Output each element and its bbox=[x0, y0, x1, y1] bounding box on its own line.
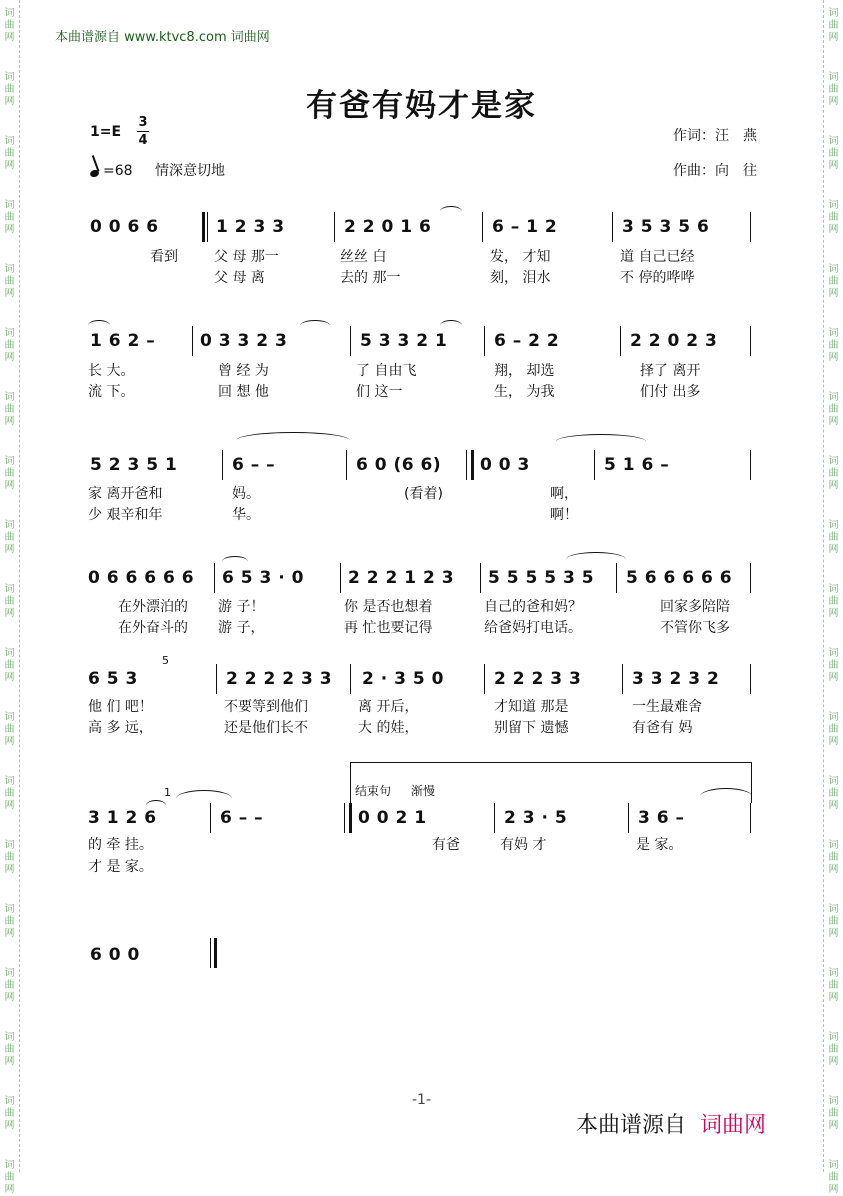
measure-notes: 2 2 2 2 3 3 bbox=[226, 669, 333, 689]
lyric: 还是他们长不 bbox=[224, 720, 308, 736]
margin-watermark-text: 词曲网 bbox=[4, 136, 15, 171]
measure-notes: 5 5 5 5 3 5 bbox=[488, 568, 595, 588]
lyric: (看着) bbox=[404, 486, 443, 502]
lyric: 是 家。 bbox=[636, 837, 683, 853]
margin-watermark-text: 词曲网 bbox=[4, 392, 15, 427]
lyric: 再 忙也要记得 bbox=[344, 620, 433, 636]
margin-watermark-text: 词曲网 bbox=[828, 968, 839, 1003]
lyric: 不要等到他们 bbox=[224, 699, 308, 715]
lyric: 离 开后， bbox=[358, 699, 419, 715]
margin-watermark-text: 词曲网 bbox=[4, 520, 15, 555]
lyric: 的 牵 挂。 bbox=[88, 837, 153, 853]
lyric: 生， 为我 bbox=[494, 384, 555, 400]
measure-notes: 3 5 3 5 6 bbox=[622, 217, 710, 237]
margin-watermark-text: 词曲网 bbox=[4, 328, 15, 363]
right-margin-watermark bbox=[823, 0, 843, 1195]
lyric: 大 的娃， bbox=[358, 720, 419, 736]
measure-notes: 2 2 0 2 3 bbox=[630, 331, 718, 351]
time-signature: 3 4 bbox=[138, 115, 148, 148]
lyric: 刻， 泪水 bbox=[490, 270, 551, 286]
measure-notes: 0 0 3 bbox=[480, 455, 530, 475]
measure-notes: 6 5 3 · 0 bbox=[222, 568, 304, 588]
lyric: 才 是 家。 bbox=[88, 859, 153, 875]
margin-watermark-text: 词曲网 bbox=[4, 1096, 15, 1131]
measure-notes: 2 2 2 3 3 bbox=[494, 669, 582, 689]
margin-watermark-text: 词曲网 bbox=[4, 904, 15, 939]
measure-notes: 6 0 (6 6) bbox=[356, 455, 442, 475]
lyric: 游 子！ bbox=[218, 599, 265, 615]
lyric: 了 自由飞 bbox=[356, 363, 417, 379]
lyric: 游 子， bbox=[218, 620, 265, 636]
quarter-note-icon bbox=[89, 169, 100, 179]
measure-notes: 3 6 – bbox=[638, 808, 685, 828]
measure-notes: 5 2 3 5 1 bbox=[90, 455, 178, 475]
margin-watermark-text: 词曲网 bbox=[4, 648, 15, 683]
lyric: 丝丝 白 bbox=[340, 249, 387, 265]
lyric: 曾 经 为 bbox=[218, 363, 269, 379]
margin-watermark-text: 词曲网 bbox=[4, 1032, 15, 1067]
margin-watermark-text: 词曲网 bbox=[4, 1160, 15, 1195]
key-signature: 1=E bbox=[90, 124, 122, 140]
margin-watermark-text: 词曲网 bbox=[4, 584, 15, 619]
page-number: -1- bbox=[411, 1092, 431, 1108]
lyric: 道 自己已经 bbox=[620, 249, 695, 265]
margin-watermark-text: 词曲网 bbox=[828, 584, 839, 619]
measure-notes: 5 3 3 2 1 bbox=[360, 331, 448, 351]
lyric: 翔， 却选 bbox=[494, 363, 555, 379]
margin-watermark-text: 词曲网 bbox=[828, 264, 839, 299]
measure-notes: 5 6 6 6 6 6 bbox=[626, 568, 733, 588]
measure-notes: 6 5 3 bbox=[88, 669, 138, 689]
left-margin-watermark bbox=[0, 0, 20, 1195]
lyric: 去的 那一 bbox=[340, 270, 401, 286]
margin-watermark-text: 词曲网 bbox=[828, 776, 839, 811]
lyric: 高 多 远， bbox=[88, 720, 153, 736]
lyric: 择了 离开 bbox=[640, 363, 701, 379]
lyric: 回家多陪陪 bbox=[660, 599, 730, 615]
measure-notes: 6 – 1 2 bbox=[492, 217, 558, 237]
margin-watermark-text: 词曲网 bbox=[828, 712, 839, 747]
measure-notes: 6 – 2 2 bbox=[494, 331, 560, 351]
ending-label: 结束句 渐慢 bbox=[355, 784, 436, 798]
source-link[interactable]: 本曲谱源自 www.ktvc8.com 词曲网 bbox=[55, 30, 270, 45]
composer-credit: 作曲：向 往 bbox=[673, 163, 757, 179]
margin-watermark-text: 词曲网 bbox=[828, 72, 839, 107]
lyric: 才知道 那是 bbox=[494, 699, 569, 715]
lyric: 有爸 bbox=[432, 837, 460, 853]
lyric: 自己的爸和妈？ bbox=[484, 599, 582, 615]
measure-notes: 0 0 2 1 bbox=[358, 808, 427, 828]
measure-notes: 2 2 2 1 2 3 bbox=[348, 568, 455, 588]
lyricist-credit: 作词：汪 燕 bbox=[673, 128, 757, 144]
margin-watermark-text: 词曲网 bbox=[828, 136, 839, 171]
measure-notes: 2 2 0 1 6 bbox=[344, 217, 432, 237]
lyric: 给爸妈打电话。 bbox=[484, 620, 582, 636]
lyric: 不 停的哗哗 bbox=[620, 270, 695, 286]
lyric: 父 母 离 bbox=[214, 270, 265, 286]
lyric: 看到 bbox=[150, 249, 178, 265]
margin-watermark-text: 词曲网 bbox=[828, 1032, 839, 1067]
measure-notes: 0 6 6 6 6 6 bbox=[88, 568, 195, 588]
measure-notes: 1 2 3 3 bbox=[216, 217, 285, 237]
measure-notes: 3 3 2 3 2 bbox=[632, 669, 720, 689]
margin-watermark-text: 词曲网 bbox=[4, 72, 15, 107]
lyric: 有爸有 妈 bbox=[632, 720, 693, 736]
measure-notes: 0 0 6 6 bbox=[90, 217, 159, 237]
margin-watermark-text: 词曲网 bbox=[828, 520, 839, 555]
lyric: 长 大。 bbox=[88, 363, 135, 379]
margin-watermark-text: 词曲网 bbox=[828, 1160, 839, 1195]
measure-notes: 2 · 3 5 0 bbox=[362, 669, 444, 689]
lyric: 妈。 bbox=[232, 486, 260, 502]
lyric: 别留下 遗憾 bbox=[494, 720, 569, 736]
footer-source-link[interactable]: 词曲网 bbox=[700, 1113, 767, 1138]
margin-watermark-text: 词曲网 bbox=[4, 8, 15, 43]
expression-text: 情深意切地 bbox=[155, 163, 225, 179]
margin-watermark-text: 词曲网 bbox=[828, 904, 839, 939]
measure-notes: 6 – – bbox=[220, 808, 264, 828]
margin-watermark-text: 词曲网 bbox=[4, 712, 15, 747]
lyric: 回 想 他 bbox=[218, 384, 269, 400]
lyric: 们 这一 bbox=[356, 384, 403, 400]
margin-watermark-text: 词曲网 bbox=[828, 8, 839, 43]
lyric: 你 是否也想着 bbox=[344, 599, 433, 615]
margin-watermark-text: 词曲网 bbox=[828, 456, 839, 491]
lyric: 家 离开爸和 bbox=[88, 486, 163, 502]
grace-note: 5 bbox=[162, 654, 169, 667]
margin-watermark-text: 词曲网 bbox=[4, 200, 15, 235]
margin-watermark-text: 词曲网 bbox=[828, 200, 839, 235]
measure-notes: 1 6 2 – bbox=[90, 331, 156, 351]
lyric: 少 艰辛和年 bbox=[88, 507, 163, 523]
tempo-marking: =68 情深意切地 bbox=[90, 160, 225, 180]
lyric: 他 们 吧！ bbox=[88, 699, 153, 715]
lyric: 父 母 那一 bbox=[214, 249, 279, 265]
grace-note: 1 bbox=[164, 786, 171, 799]
measure-notes: 6 0 0 bbox=[90, 945, 140, 965]
song-title: 有爸有妈才是家 bbox=[306, 88, 537, 124]
measure-notes: 3 1 2 6 bbox=[88, 808, 157, 828]
lyric: 发， 才知 bbox=[490, 249, 551, 265]
measure-notes: 0 3 3 2 3 bbox=[200, 331, 288, 351]
measure-notes: 5 1 6 – bbox=[604, 455, 670, 475]
lyric: 华。 bbox=[232, 507, 260, 523]
margin-watermark-text: 词曲网 bbox=[4, 776, 15, 811]
margin-watermark-text: 词曲网 bbox=[4, 968, 15, 1003]
lyric: 在外漂泊的 bbox=[118, 599, 188, 615]
lyric: 啊， bbox=[550, 486, 578, 502]
margin-watermark-text: 词曲网 bbox=[828, 1096, 839, 1131]
margin-watermark-text: 词曲网 bbox=[828, 648, 839, 683]
lyric: 流 下。 bbox=[88, 384, 135, 400]
footer-source: 本曲谱源自 词曲网 bbox=[576, 1113, 767, 1138]
lyric: 在外奋斗的 bbox=[118, 620, 188, 636]
lyric: 一生最难舍 bbox=[632, 699, 702, 715]
margin-watermark-text: 词曲网 bbox=[828, 392, 839, 427]
measure-notes: 6 – – bbox=[232, 455, 276, 475]
lyric: 啊！ bbox=[550, 507, 578, 523]
margin-watermark-text: 词曲网 bbox=[828, 840, 839, 875]
margin-watermark-text: 词曲网 bbox=[4, 840, 15, 875]
lyric: 不管你飞多 bbox=[660, 620, 730, 636]
margin-watermark-text: 词曲网 bbox=[828, 328, 839, 363]
margin-watermark-text: 词曲网 bbox=[4, 456, 15, 491]
lyric: 们付 出多 bbox=[640, 384, 701, 400]
lyric: 有妈 才 bbox=[500, 837, 547, 853]
measure-notes: 2 3 · 5 bbox=[504, 808, 568, 828]
margin-watermark-text: 词曲网 bbox=[4, 264, 15, 299]
